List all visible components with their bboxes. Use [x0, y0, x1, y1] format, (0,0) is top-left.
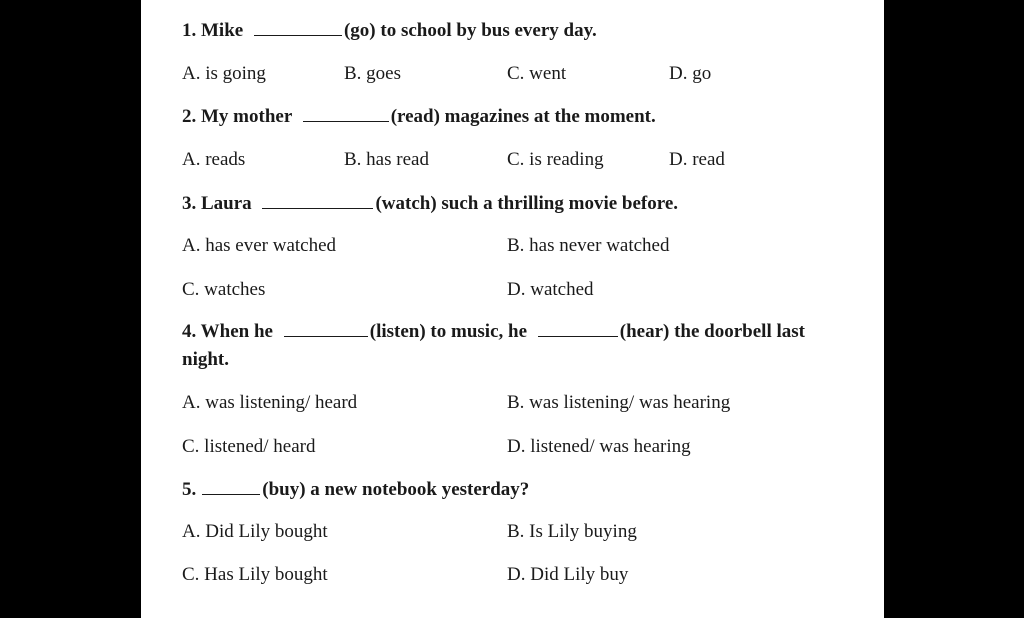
question-2	[182, 106, 656, 128]
option-a: A. has ever watched	[182, 235, 337, 256]
option-b: B. has read	[344, 149, 429, 170]
answer-blank	[254, 20, 342, 36]
option-c: C. Has Lily bought	[182, 564, 328, 585]
question-number: 1.	[182, 20, 197, 41]
question-text-before: Laura	[201, 193, 252, 214]
option-d: D. read	[669, 149, 725, 170]
worksheet-page	[141, 0, 884, 618]
question-number: 4.	[182, 321, 197, 342]
option-c: C. listened/ heard	[182, 436, 316, 457]
option-a: A. is going	[182, 63, 266, 84]
answer-blank	[538, 321, 618, 337]
option-b: B. Is Lily buying	[507, 521, 637, 542]
question-1	[182, 20, 597, 42]
answer-blank	[202, 479, 260, 495]
question-4	[182, 321, 805, 343]
question-number: 2.	[182, 106, 197, 127]
option-b: B. has never watched	[507, 235, 670, 256]
option-d: D. Did Lily buy	[507, 564, 629, 585]
question-text-before: When he	[200, 321, 273, 342]
option-d: D. go	[669, 63, 712, 84]
question-text-before: Mike	[201, 20, 244, 41]
answer-blank	[262, 193, 373, 209]
question-3	[182, 193, 678, 215]
option-c: C. is reading	[507, 149, 604, 170]
question-text-after: (go) to school by bus every day.	[343, 20, 597, 41]
option-b: B. was listening/ was hearing	[507, 392, 731, 413]
option-c: C. went	[507, 63, 567, 84]
option-a: A. reads	[182, 149, 246, 170]
option-b: B. goes	[344, 63, 401, 84]
option-d: D. watched	[507, 279, 594, 300]
question-text-after: (hear) the doorbell last	[619, 321, 805, 342]
option-a: A. Did Lily bought	[182, 521, 328, 542]
question-text-middle: (listen) to music, he	[369, 321, 528, 342]
question-number: 3.	[182, 193, 197, 214]
question-number: 5.	[182, 479, 197, 500]
option-a: A. was listening/ heard	[182, 392, 358, 413]
answer-blank	[284, 321, 368, 337]
question-text-before: My mother	[201, 106, 292, 127]
question-5	[182, 479, 529, 501]
answer-blank	[303, 106, 389, 122]
question-text-after: (read) magazines at the moment.	[390, 106, 656, 127]
question-4-continuation: night.	[182, 349, 229, 370]
option-c: C. watches	[182, 279, 266, 300]
option-d: D. listened/ was hearing	[507, 436, 691, 457]
question-text-after: (watch) such a thrilling movie before.	[375, 193, 678, 214]
question-text-after: (buy) a new notebook yesterday?	[262, 479, 530, 500]
